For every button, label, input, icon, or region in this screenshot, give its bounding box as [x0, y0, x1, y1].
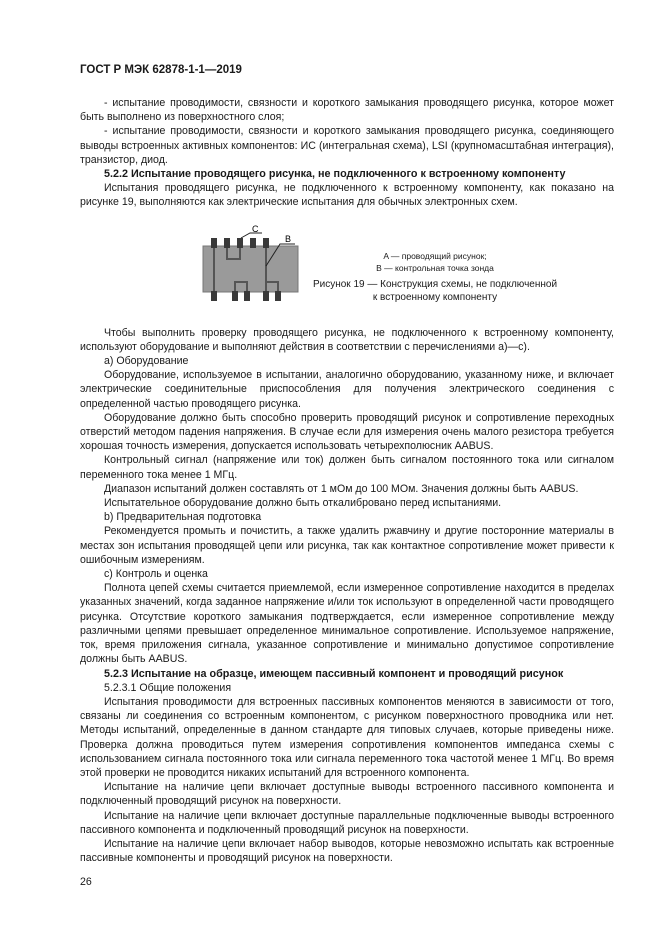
paragraph: - испытание проводимости, связности и короткого замыкания проводящего рисунка, соединяющего выводы встроенных активных компонентов: ИС (интегральная схема), LSI (крупномасштабная интеграция), транзистор, диод. — [80, 125, 614, 166]
figure-area — [80, 224, 614, 320]
paragraph: Чтобы выполнить проверку проводящего рисунка, не подключенного к встроенному компоненту, используют оборудование и выполняют действия в соответствии с перечислениями а)—с). — [80, 326, 614, 353]
paragraph: Испытания проводимости для встроенных пассивных компонентов меняются в зависимости от того, связаны ли соединения со встроенным компонентом, с рисунком поверхностного проводника или нет. Методы испытаний, определенные в данном стандарте для типовых случаев, которые приведены ниже. Проверка должна проводиться путем измерения сопротивления компонентов импеданса схемы с использованием сигнала постоянного тока или сигнала переменного тока частотой менее 1 МГц. Во время этой проверки не проводится никаких испытаний для встроенного компонента. — [80, 695, 614, 779]
page-number: 26 — [80, 876, 92, 889]
paragraph: 5.2.3.1 Общие положения — [104, 681, 232, 694]
paragraph: Испытательное оборудование должно быть откалибровано перед испытаниями. — [104, 497, 502, 510]
paragraph: Испытание на наличие цепи включает набор выводов, которые невозможно испытать как встроенные пассивные компоненты и проводящий рисунок на поверхности. — [80, 837, 614, 865]
label-b: B — [285, 233, 292, 244]
paragraph: с) Контроль и оценка — [104, 568, 208, 581]
paragraph: b) Предварительная подготовка — [104, 511, 262, 524]
figure-caption: Рисунок 19 — Конструкция схемы, не подключенной к встроенному компоненту — [312, 278, 558, 303]
paragraph: Контрольный сигнал (напряжение или ток) должен быть сигналом постоянного тока или сигналом переменного тока менее 1 МГц. — [80, 454, 614, 481]
document-page — [80, 0, 614, 909]
figure-text — [310, 250, 560, 304]
section-heading: 5.2.2 Испытание проводящего рисунка, не подключенного к встроенному компоненту — [104, 168, 566, 181]
legend-item-b: B — контрольная точка зонда — [376, 262, 494, 273]
figure-legend — [310, 250, 560, 274]
paragraph: Оборудование, используемое в испытании, аналогично оборудованию, указанному ниже, и включает электрические соединительные приспособления для получения электрического соединения с определенной частью проводящего рисунка. — [80, 369, 614, 410]
circuit-figure — [200, 224, 310, 304]
paragraph: - испытание проводимости, связности и короткого замыкания проводящего рисунка, которое может быть выполнено из поверхностного слоя; — [80, 97, 614, 124]
paragraph: Полнота цепей схемы считается приемлемой, если измеренное сопротивление находится в пределах указанных значений, когда заданное напряжение и/или ток используют в определенной части проводящего рисунка. Отсутствие короткого замыкания подтверждается, если измеренное сопротивление между различными цепями превышает определенное минимальное сопротивление. Используемое напряжение, ток, время приложения сигнала, указанное сопротивление и минимально допустимое сопротивление должны быть AABUS. — [80, 582, 614, 666]
paragraph: Испытания проводящего рисунка, не подключенного к встроенному компоненту, как показано на рисунке 19, выполняются как электрические испытания для обычных электронных схем. — [80, 182, 614, 209]
legend-item-a: A — проводящий рисунок; — [383, 250, 487, 261]
section-heading: 5.2.3 Испытание на образце, имеющем пассивный компонент и проводящий рисунок — [104, 667, 564, 680]
paragraph: Диапазон испытаний должен составлять от 1 мОм до 100 МОм. Значения должны быть AABUS. — [104, 482, 579, 495]
body-text-block — [80, 326, 614, 866]
paragraph: Испытание на наличие цепи включает доступные выводы встроенного пассивного компонента и подключенный проводящий рисунок на поверхности. — [80, 781, 614, 808]
paragraph: а) Оборудование — [104, 355, 189, 368]
paragraph: Оборудование должно быть способно проверить проводящий рисунок и сопротивление переходных отверстий методом падения напряжения. В случае если для измерения очень малого резистора требуется хорошая точность измерения, допускается использовать четырехполюсник AABUS. — [80, 411, 614, 453]
document-header: ГОСТ Р МЭК 62878-1-1—2019 — [80, 64, 242, 76]
label-c: C — [252, 223, 259, 234]
top-text-block — [80, 96, 614, 210]
paragraph: Испытание на наличие цепи включает доступные параллельные подключенные выводы встроенного пассивного компонента и подключенный проводящий рисунок на поверхности. — [80, 809, 614, 836]
paragraph: Рекомендуется промыть и почистить, а также удалить ржавчину и другие посторонние материалы в местах зон испытания проводящей цепи или рисунка, так как контактное сопротивление может привести к ошибочным измерениям. — [80, 525, 614, 566]
